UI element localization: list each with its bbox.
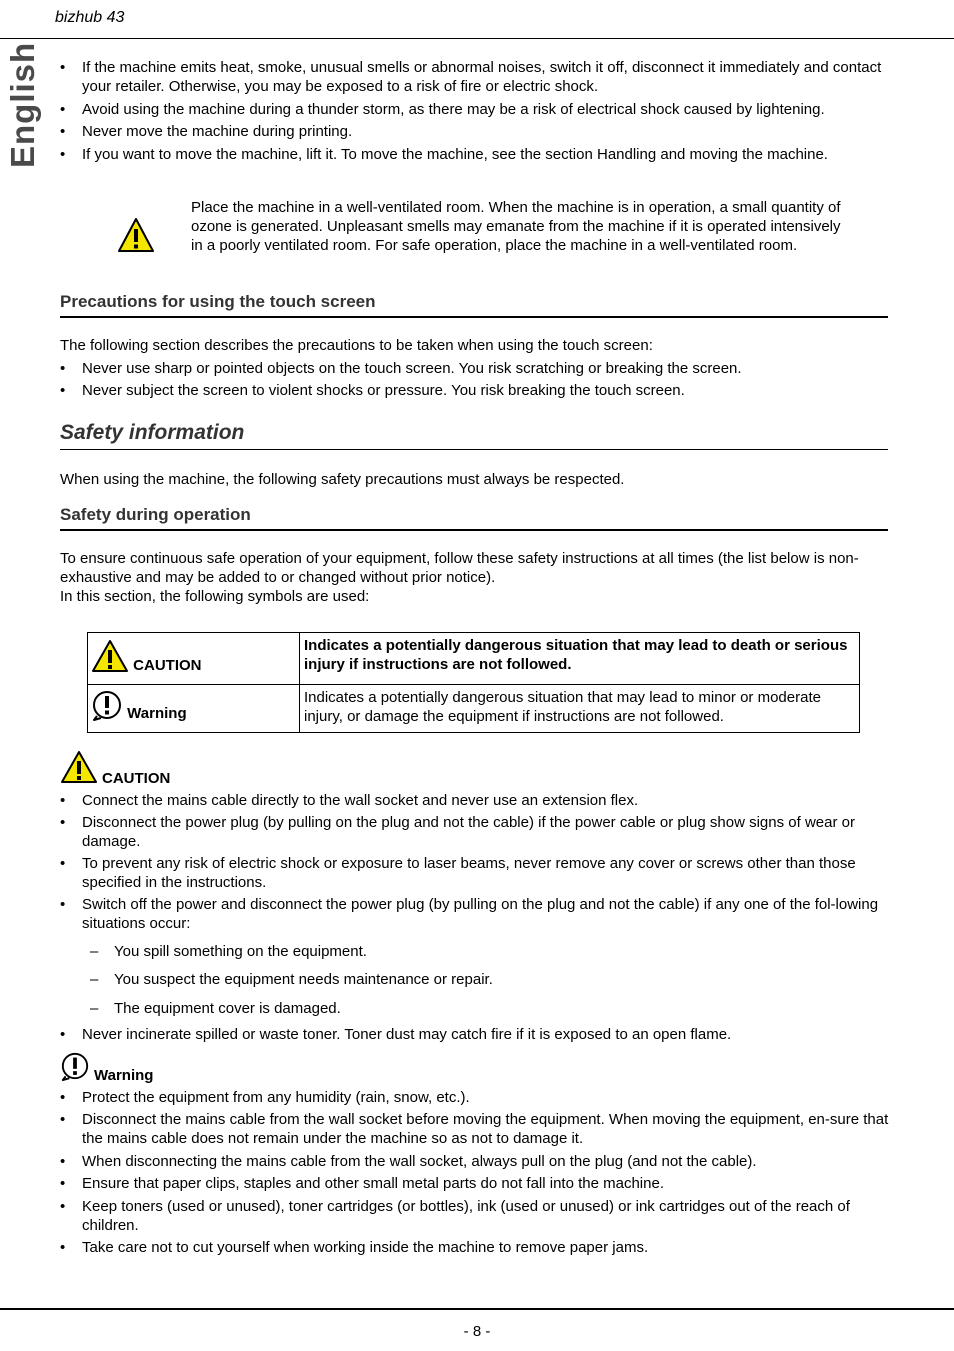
symbol-label: Warning xyxy=(127,705,187,722)
table-row xyxy=(88,633,860,685)
list-item: • Take care not to cut yourself when working inside the machine to remove paper jams. xyxy=(60,1238,890,1257)
list-item: – You spill something on the equipment. xyxy=(60,942,890,961)
warning-label-text: Warning xyxy=(94,1067,154,1084)
list-item: • Avoid using the machine during a thunder storm, as there may be a risk of electrical shock caused by lightening. xyxy=(60,100,890,119)
touch-bullet-list xyxy=(60,359,890,400)
warning-exclamation-icon xyxy=(60,1051,90,1085)
caution-label-text: CAUTION xyxy=(102,770,171,787)
section-heading: Precautions for using the touch screen xyxy=(60,292,888,318)
caution-label xyxy=(60,750,170,788)
header-rule xyxy=(0,38,954,39)
symbol-cell xyxy=(88,685,300,733)
safety-intro: When using the machine, the following safety precautions must always be respected. xyxy=(60,471,625,488)
warning-label xyxy=(60,1051,153,1085)
list-item: • Keep toners (used or unused), toner cartridges (or bottles), ink (used or unused) or ink cartridges out of the reach of children. xyxy=(60,1197,890,1235)
caution-triangle-icon xyxy=(91,639,129,678)
caution-triangle-icon xyxy=(60,750,98,788)
list-item: • Never incinerate spilled or waste toner. Toner dust may catch fire if it is exposed to an open flame. xyxy=(60,1025,890,1044)
list-item: • When disconnecting the mains cable from the wall socket, always pull on the plug (and not the cable). xyxy=(60,1152,890,1171)
symbols-intro: In this section, the following symbols are used: xyxy=(60,588,370,605)
warning-bullet-list xyxy=(60,1088,890,1257)
list-item: • Connect the mains cable directly to the wall socket and never use an extension flex. xyxy=(60,791,890,810)
list-item: • Ensure that paper clips, staples and other small metal parts do not fall into the machine. xyxy=(60,1174,890,1193)
list-item: • If you want to move the machine, lift it. To move the machine, see the section Handling and moving the machine. xyxy=(60,145,890,164)
list-item: – The equipment cover is damaged. xyxy=(60,999,890,1018)
section-heading: Safety during operation xyxy=(60,505,888,531)
footer-rule xyxy=(0,1308,954,1310)
touch-intro: The following section describes the precautions to be taken when using the touch screen: xyxy=(60,337,653,354)
list-item: • If the machine emits heat, smoke, unusual smells or abnormal noises, switch it off, disconnect it immediately and contact your retailer. Otherwise, you may be exposed to a risk of fire or electric shock. xyxy=(60,58,890,96)
list-item: • To prevent any risk of electric shock or exposure to laser beams, never remove any cover or screws other than those specified in the instructions. xyxy=(60,854,890,892)
page-number: - 8 - xyxy=(463,1323,491,1340)
list-item: • Never subject the screen to violent shocks or pressure. You risk breaking the touch screen. xyxy=(60,381,890,400)
table-row xyxy=(88,685,860,733)
list-item: • Disconnect the mains cable from the wall socket before moving the equipment. When moving the equipment, en-sure that the mains cable does not remain under the machine so as not to damage it. xyxy=(60,1110,890,1148)
symbol-description: Indicates a potentially dangerous situation that may lead to death or serious injury if instructions are not followed. xyxy=(300,633,860,685)
chapter-heading: Safety information xyxy=(60,421,888,450)
symbols-table xyxy=(87,632,860,733)
list-item: • Switch off the power and disconnect the power plug (by pulling on the plug and not the cable) if any one of the fol-lowing situations occur: xyxy=(60,895,890,933)
operation-intro: To ensure continuous safe operation of your equipment, follow these safety instructions at all times (the list below is non-exhaustive and may be added to or changed without prior notice). xyxy=(60,550,859,586)
list-item: • Protect the equipment from any humidity (rain, snow, etc.). xyxy=(60,1088,890,1107)
symbol-cell xyxy=(88,633,300,685)
list-item: • Never use sharp or pointed objects on the touch screen. You risk scratching or breaking the screen. xyxy=(60,359,890,378)
language-tab: English xyxy=(4,41,41,168)
caution-bullet-list xyxy=(60,791,890,933)
caution-final-bullet xyxy=(60,1025,890,1044)
warning-exclamation-icon xyxy=(91,689,123,726)
caution-sub-list xyxy=(60,942,890,1018)
list-item: • Never move the machine during printing. xyxy=(60,122,890,141)
symbol-label: CAUTION xyxy=(133,657,202,674)
symbol-description: Indicates a potentially dangerous situation that may lead to minor or moderate injury, or damage the equipment if instructions are not followed. xyxy=(300,685,860,733)
document-title: bizhub 43 xyxy=(55,9,125,26)
list-item: • Disconnect the power plug (by pulling on the plug and not the cable) if the power cable or plug show signs of wear or damage. xyxy=(60,813,890,851)
list-item: – You suspect the equipment needs maintenance or repair. xyxy=(60,970,890,989)
ventilation-note: Place the machine in a well-ventilated room. When the machine is in operation, a small quantity of ozone is generated. Unpleasant smells may emanate from the machine if it is operated intensively in a poorly ventilated room. For safe operation, place the machine in a well-ventilated room. xyxy=(191,199,841,254)
caution-triangle-icon xyxy=(117,217,155,257)
intro-bullet-list xyxy=(60,58,890,164)
